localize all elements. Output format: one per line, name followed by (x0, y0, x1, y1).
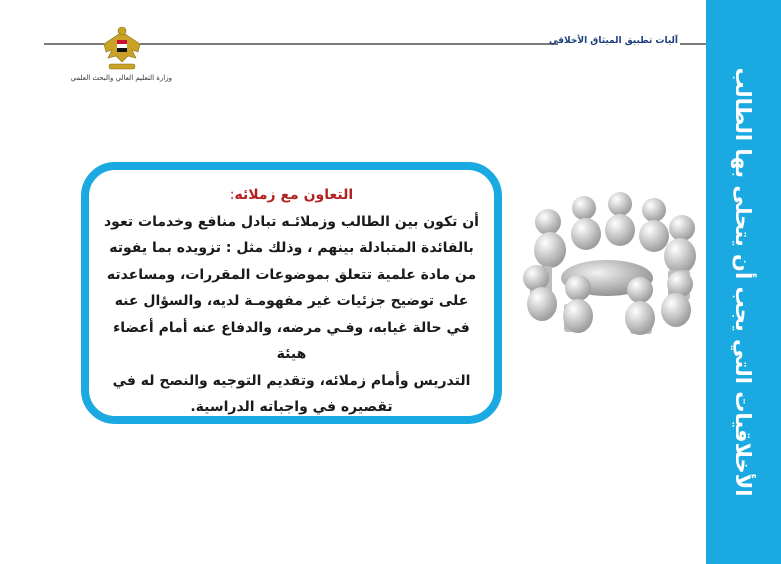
card-heading-line (103, 182, 480, 209)
eagle-emblem-icon (92, 22, 152, 74)
side-title: الأخلاقيات التي يجب أن يتحلى بها الطالب (731, 67, 755, 497)
card-line: في حالة غيابه، وفـي مرضه، والدفاع عنه أمام أعضاء هيئة (113, 319, 470, 362)
card-line: بالفائدة المتبادلة بينهم ، وذلك مثل : تزويده بما يفوته (109, 240, 474, 256)
card-line: على توضيح جزئيات غير مفهومـة لديه، والسؤال عنه (114, 293, 469, 309)
people-round-table-icon (508, 192, 706, 342)
card-line: من مادة علمية تتعلق بموضوعات المقررات، ومساعدته (106, 266, 477, 283)
header-title: آليات تطبيق الميثاق الأخلاقي (549, 36, 678, 46)
card-line: التدريس وأمام زملائه، وتقديم التوجيه والنصح له في (112, 372, 471, 389)
ministry-caption: وزارة التعليم العالي والبحث العلمي (70, 74, 172, 82)
card-heading-colon: : (229, 187, 235, 203)
card-heading: التعاون مع زملائه (234, 187, 354, 203)
header-rule-right (680, 43, 706, 45)
header-rule-middle (140, 43, 558, 45)
card-line: أن تكون بين الطالب وزملائـه تبادل منافع وخدمات تعود (104, 213, 479, 230)
card-line: تقصيره في واجباته الدراسية. (190, 399, 393, 415)
card-text (103, 182, 480, 421)
content-card (81, 162, 502, 424)
